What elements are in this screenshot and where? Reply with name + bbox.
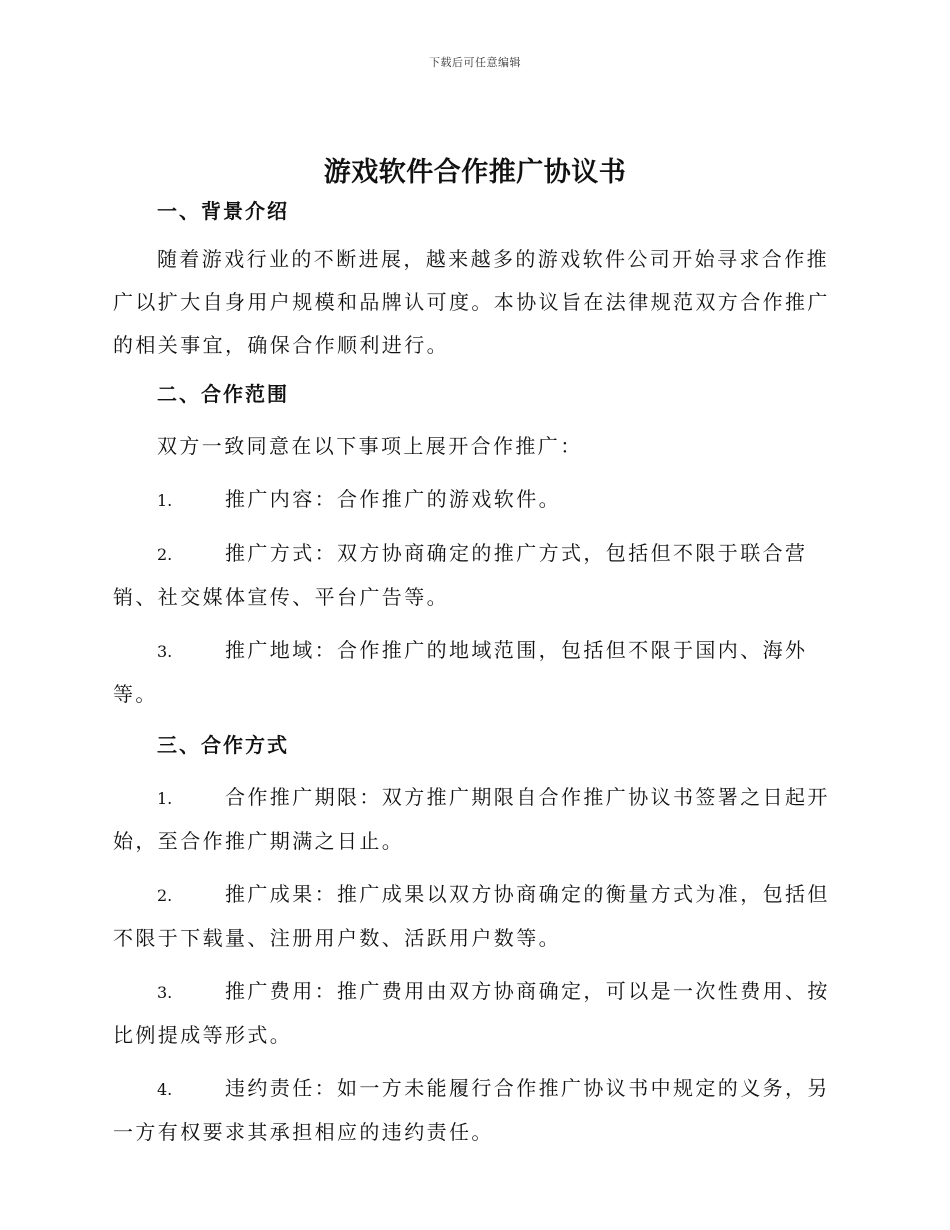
list-number: 2.: [157, 545, 173, 564]
list-number: 3.: [157, 983, 173, 1002]
list-text: 推广内容：合作推广的游戏软件。: [225, 487, 561, 511]
section-heading: 一、背景介绍: [157, 199, 289, 223]
list-number: 2.: [157, 886, 173, 905]
list-item: [113, 776, 833, 863]
section-heading: 二、合作范围: [157, 382, 289, 406]
section-paragraph: 随着游戏行业的不断进展，越来越多的游戏软件公司开始寻求合作推广以扩大自身用户规模和品牌认可度。本协议旨在法律规范双方合作推广的相关事宜，确保合作顺利进行。: [113, 247, 830, 357]
list-number: 4.: [157, 1080, 173, 1099]
list-text: 推广费用：推广费用由双方协商确定，可以是一次性费用、按比例提成等形式。: [113, 979, 830, 1047]
section-scope: [113, 373, 833, 716]
document-body: [113, 190, 833, 1154]
list-text: 违约责任：如一方未能履行合作推广协议书中规定的义务，另一方有权要求其承担相应的违约责任。: [113, 1076, 830, 1144]
document-title: 游戏软件合作推广协议书: [323, 157, 627, 188]
list-item: [113, 970, 833, 1057]
section-background: [113, 190, 833, 367]
list-text: 推广方式：双方协商确定的推广方式，包括但不限于联合营销、社交媒体宣传、平台广告等。: [113, 541, 808, 609]
list-number: 1.: [157, 491, 173, 510]
list-item: [113, 873, 833, 960]
section-method: [113, 724, 833, 1154]
list-number: 1.: [157, 789, 173, 808]
list-item: [113, 1067, 833, 1154]
list-item: [113, 478, 833, 522]
list-item: [113, 629, 833, 716]
header-note: 下载后可任意编辑: [429, 56, 521, 69]
list-item: [113, 532, 833, 619]
section-paragraph: 双方一致同意在以下事项上展开合作推广：: [157, 434, 583, 458]
list-text: 合作推广期限：双方推广期限自合作推广协议书签署之日起开始，至合作推广期满之日止。: [113, 785, 830, 853]
list-number: 3.: [157, 642, 173, 661]
section-heading: 三、合作方式: [157, 733, 289, 757]
list-text: 推广成果：推广成果以双方协商确定的衡量方式为准，包括但不限于下载量、注册用户数、活跃用户数等。: [113, 882, 830, 950]
list-text: 推广地域：合作推广的地域范围，包括但不限于国内、海外等。: [113, 638, 808, 706]
